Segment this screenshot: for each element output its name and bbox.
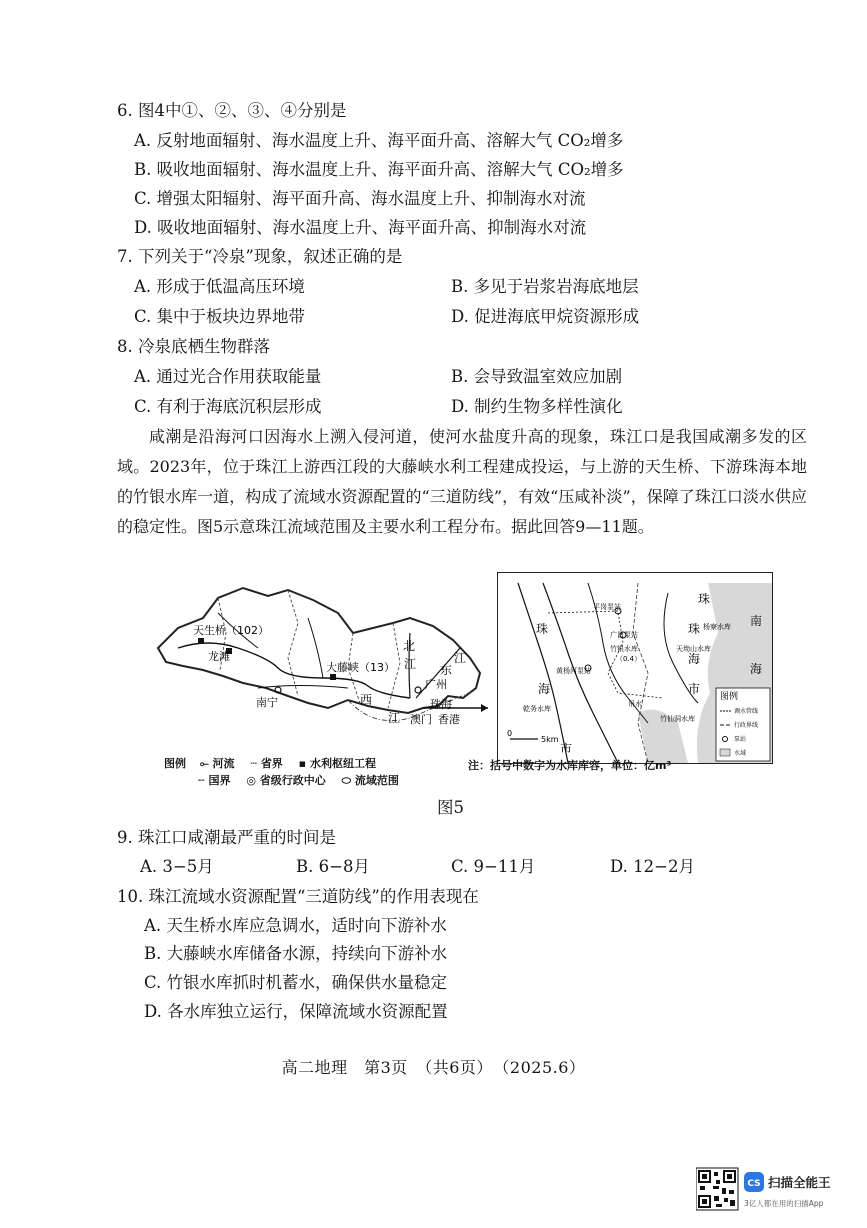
scanner-watermark [696, 1166, 854, 1224]
q6-option-d: D. 吸收地面辐射、海水温度上升、海平面升高、抑制海水对流 [134, 218, 587, 237]
basin-legend-icon: ⬭ [341, 774, 352, 787]
label-jiang3: 江 [454, 651, 467, 665]
legend-prefix: 图例 [164, 757, 186, 770]
label-hai-sea: 海 [750, 662, 763, 676]
q7-stem: 7. 下列关于“冷泉”现象，叙述正确的是 [117, 247, 403, 266]
figure-legend-row2 [198, 772, 399, 788]
legend-country: 国界 [208, 774, 231, 787]
q7-option-a: A. 形成于低温高压环境 [134, 277, 305, 296]
label-shi-bottom: 市 [560, 742, 573, 756]
q6-option-b: B. 吸收地面辐射、海水温度上升、海平面升高、溶解大气 CO₂增多 [134, 160, 624, 179]
reading-passage: 咸潮是沿海河口因海水上溯入侵河道，使河水盐度升高的现象，珠江口是我国咸潮多发的区域。2023年，位于珠江上游西江段的大藤峡水利工程建成投运，与上游的天生桥、下游珠海本地的竹银水库一道，构成了流域水资源配置的“三道防线”，有效“压咸补淡”，保障了珠江口淡水供应的稳定性。图5示意珠江流域范围及主要水利工程分布。据此回答9—11题。 [117, 427, 807, 536]
inset-legend-1: 调水管线 [734, 708, 759, 715]
q9-option-d: D. 12−2月 [610, 857, 695, 876]
q10-option-a: A. 天生桥水库应急调水，适时向下游补水 [144, 916, 447, 935]
legend-capital: 省级行政中心 [259, 774, 326, 787]
q8-option-a: A. 通过光合作用获取能量 [134, 367, 322, 386]
label-dong: 东 [440, 663, 453, 677]
inset-legend-2: 行政界线 [734, 722, 759, 729]
legend-river: 河流 [212, 757, 235, 770]
legend-province: 省界 [260, 757, 283, 770]
cs-logo-text: CS [747, 1179, 761, 1189]
country-legend-icon: ╌ [198, 774, 205, 787]
label-zhuxiandong: 竹仙洞水库 [660, 715, 695, 723]
q6-option-c: C. 增强太阳辐射、海平面升高、海水温度上升、抑制海水对流 [134, 189, 586, 208]
q10-option-c: C. 竹银水库抓时机蓄水，确保供水量稳定 [144, 973, 448, 992]
label-zhuhai: 珠海 [430, 698, 452, 711]
q10-stem: 10. 珠江流域水资源配置“三道防线”的作用表现在 [117, 887, 479, 906]
scale-label: 5km [541, 735, 559, 744]
label-longtan: 龙滩 [208, 650, 230, 663]
label-pinggang: 平岗泵站 [593, 603, 621, 611]
q8-option-c: C. 有利于海底沉积层形成 [134, 397, 322, 416]
legend-basin: 流域范围 [354, 774, 399, 787]
datengxia-hub-marker [330, 674, 336, 680]
capital-legend-icon: ◎ [246, 774, 256, 787]
label-guangchang: 广昌泵站 [610, 631, 638, 639]
brand-name: 扫描全能王 [768, 1175, 831, 1190]
q9-stem: 9. 珠江口咸潮最严重的时间是 [117, 828, 336, 847]
label-zhu-top: 珠 [698, 592, 711, 606]
label-zhuyin: 竹银水库 [610, 645, 638, 653]
label-nan: 南 [750, 614, 763, 628]
q8-stem: 8. 冷泉底栖生物群落 [117, 337, 270, 356]
legend-hub: 水利枢纽工程 [309, 757, 376, 770]
q10-option-b: B. 大藤峡水库储备水源，持续向下游补水 [144, 944, 448, 963]
q9-option-b: B. 6−8月 [296, 857, 370, 876]
figure-note: 注：括号中数字为水库库容，单位：亿m³ [468, 759, 672, 772]
zhuhai-inset-map [497, 572, 773, 764]
inset-legend-3: 泵站 [734, 736, 747, 743]
label-nanning: 南宁 [256, 696, 278, 709]
guangzhou-capital-marker [415, 687, 421, 693]
qr-code-icon [696, 1168, 738, 1210]
q10-option-d: D. 各水库独立运行，保障流域水资源配置 [144, 1002, 448, 1021]
label-hai-left: 海 [538, 682, 551, 696]
label-xianggang: 香港 [438, 713, 460, 726]
q7-option-d: D. 促进海底甲烷资源形成 [451, 307, 640, 326]
q9-option-c: C. 9−11月 [451, 857, 536, 876]
label-jiang: 江 [388, 711, 401, 725]
province-legend-icon: ┄ [250, 757, 257, 770]
label-qianwu: 乾务水库 [523, 705, 551, 713]
label-yangliao: 杨寮水库 [703, 623, 731, 631]
pearl-river-basin-map [148, 578, 493, 758]
inset-legend-title: 图例 [720, 692, 739, 702]
label-xi: 西 [360, 693, 373, 707]
brand-tagline: 3亿人都在用的扫描App [744, 1199, 824, 1208]
label-aomen: 澳门 [410, 713, 432, 726]
q7-option-b: B. 多见于岩浆岩海底地层 [451, 277, 639, 296]
hub-legend-icon: ▪ [298, 757, 307, 770]
label-zhu-right: 珠 [688, 622, 701, 636]
label-huangyang: 黄杨河泵站 [556, 667, 591, 675]
page-footer: 高二地理 第3页 （共6页） （2025.6） [281, 1058, 586, 1077]
q9-option-a: A. 3−5月 [140, 857, 214, 876]
figure-legend-row1 [164, 755, 376, 771]
river-legend-icon: ⟜ [199, 757, 209, 770]
label-guangzhou: 广州 [425, 678, 447, 691]
label-datengxia: 大藤峡（13） [326, 661, 395, 674]
tianshengqiao-hub-marker [198, 638, 204, 644]
label-bei: 北 [403, 639, 416, 653]
q8-option-b: B. 会导致温室效应加剧 [451, 367, 623, 386]
inset-legend-4: 水域 [734, 750, 747, 757]
label-zhu-left: 珠 [536, 622, 549, 636]
q6-option-a: A. 反射地面辐射、海水温度上升、海平面升高、溶解大气 CO₂增多 [134, 131, 624, 150]
label-diaogang: 吊水 [628, 700, 642, 708]
label-jiang2: 江 [404, 657, 417, 671]
label-tianshengqiao: 天生桥（102） [193, 624, 269, 637]
label-shi-right: 市 [688, 682, 701, 696]
q7-option-c: C. 集中于板块边界地带 [134, 307, 306, 326]
label-hai-right: 海 [688, 652, 701, 666]
figure-caption: 图5 [437, 798, 464, 817]
label-zhuyin-capacity: （0.4） [616, 655, 642, 663]
basin-outline [158, 588, 480, 713]
q8-option-d: D. 制约生物多样性演化 [451, 397, 623, 416]
label-tianlong: 天坳山水库 [676, 645, 711, 653]
q6-stem: 6. 图4中①、②、③、④分别是 [117, 101, 347, 120]
scale-zero: 0 [507, 729, 513, 738]
